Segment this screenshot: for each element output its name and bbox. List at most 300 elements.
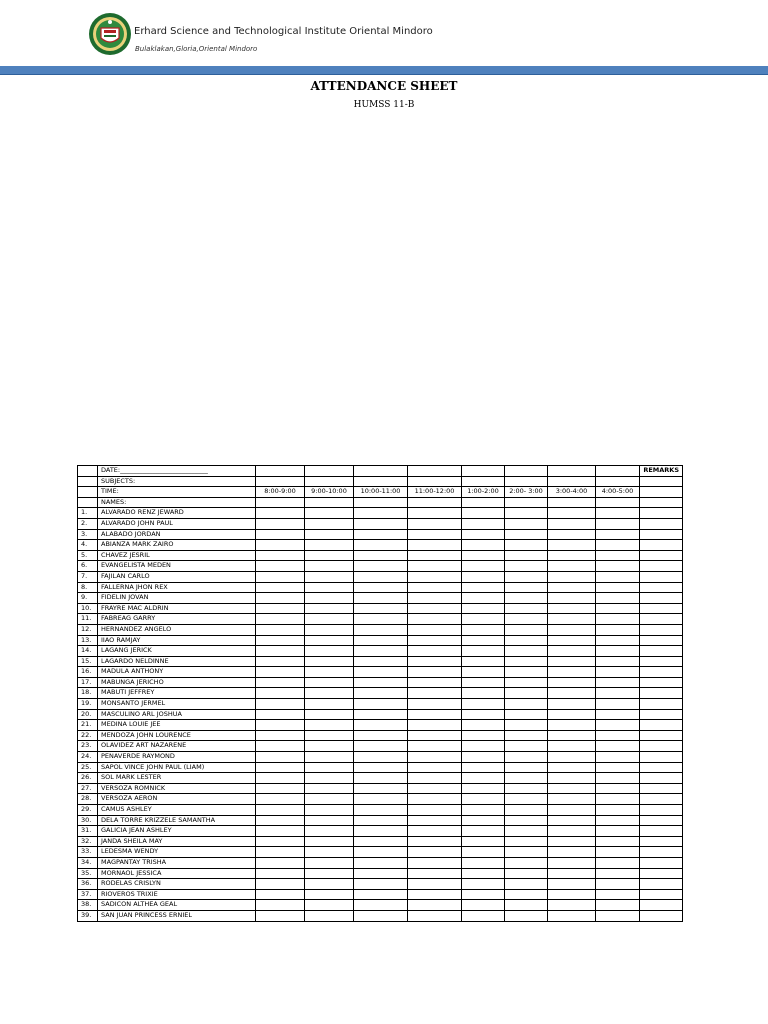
attendance-cell[interactable] <box>462 826 505 837</box>
attendance-cell[interactable] <box>462 709 505 720</box>
attendance-cell[interactable] <box>408 709 462 720</box>
attendance-cell[interactable] <box>305 582 354 593</box>
remarks-cell[interactable] <box>640 550 683 561</box>
attendance-cell[interactable] <box>548 868 596 879</box>
attendance-cell[interactable] <box>354 603 408 614</box>
remarks-cell[interactable] <box>640 624 683 635</box>
attendance-cell[interactable] <box>354 889 408 900</box>
remarks-cell[interactable] <box>640 646 683 657</box>
remarks-cell[interactable] <box>640 508 683 519</box>
attendance-cell[interactable] <box>408 720 462 731</box>
attendance-cell[interactable] <box>408 762 462 773</box>
remarks-cell[interactable] <box>640 794 683 805</box>
attendance-cell[interactable] <box>256 699 305 710</box>
attendance-cell[interactable] <box>305 561 354 572</box>
attendance-cell[interactable] <box>505 582 548 593</box>
attendance-cell[interactable] <box>305 540 354 551</box>
attendance-cell[interactable] <box>256 508 305 519</box>
attendance-cell[interactable] <box>462 857 505 868</box>
attendance-cell[interactable] <box>548 815 596 826</box>
remarks-cell[interactable] <box>640 529 683 540</box>
attendance-cell[interactable] <box>548 857 596 868</box>
attendance-cell[interactable] <box>408 741 462 752</box>
attendance-cell[interactable] <box>354 571 408 582</box>
attendance-cell[interactable] <box>408 794 462 805</box>
attendance-cell[interactable] <box>462 561 505 572</box>
attendance-cell[interactable] <box>354 699 408 710</box>
remarks-cell[interactable] <box>640 783 683 794</box>
attendance-cell[interactable] <box>305 910 354 921</box>
attendance-cell[interactable] <box>354 783 408 794</box>
attendance-cell[interactable] <box>596 847 640 858</box>
attendance-cell[interactable] <box>462 646 505 657</box>
attendance-cell[interactable] <box>354 868 408 879</box>
attendance-cell[interactable] <box>462 910 505 921</box>
remarks-cell[interactable] <box>640 826 683 837</box>
attendance-cell[interactable] <box>256 529 305 540</box>
attendance-cell[interactable] <box>354 582 408 593</box>
attendance-cell[interactable] <box>354 762 408 773</box>
attendance-cell[interactable] <box>462 688 505 699</box>
attendance-cell[interactable] <box>305 529 354 540</box>
remarks-cell[interactable] <box>640 879 683 890</box>
attendance-cell[interactable] <box>462 582 505 593</box>
attendance-cell[interactable] <box>505 656 548 667</box>
attendance-cell[interactable] <box>408 900 462 911</box>
attendance-cell[interactable] <box>596 709 640 720</box>
attendance-cell[interactable] <box>256 741 305 752</box>
remarks-cell[interactable] <box>640 730 683 741</box>
attendance-cell[interactable] <box>305 730 354 741</box>
attendance-cell[interactable] <box>596 879 640 890</box>
attendance-cell[interactable] <box>462 900 505 911</box>
attendance-cell[interactable] <box>408 815 462 826</box>
attendance-cell[interactable] <box>596 836 640 847</box>
attendance-cell[interactable] <box>354 656 408 667</box>
remarks-cell[interactable] <box>640 614 683 625</box>
attendance-cell[interactable] <box>354 773 408 784</box>
attendance-cell[interactable] <box>305 879 354 890</box>
remarks-cell[interactable] <box>640 635 683 646</box>
attendance-cell[interactable] <box>505 900 548 911</box>
attendance-cell[interactable] <box>256 805 305 816</box>
attendance-cell[interactable] <box>305 688 354 699</box>
attendance-cell[interactable] <box>505 783 548 794</box>
attendance-cell[interactable] <box>505 688 548 699</box>
attendance-cell[interactable] <box>305 900 354 911</box>
remarks-cell[interactable] <box>640 688 683 699</box>
attendance-cell[interactable] <box>548 826 596 837</box>
attendance-cell[interactable] <box>505 847 548 858</box>
attendance-cell[interactable] <box>505 667 548 678</box>
attendance-cell[interactable] <box>548 730 596 741</box>
remarks-cell[interactable] <box>640 720 683 731</box>
attendance-cell[interactable] <box>256 783 305 794</box>
attendance-cell[interactable] <box>408 540 462 551</box>
attendance-cell[interactable] <box>505 550 548 561</box>
attendance-cell[interactable] <box>596 730 640 741</box>
remarks-cell[interactable] <box>640 667 683 678</box>
attendance-cell[interactable] <box>408 571 462 582</box>
attendance-cell[interactable] <box>305 699 354 710</box>
attendance-cell[interactable] <box>596 773 640 784</box>
attendance-cell[interactable] <box>596 783 640 794</box>
attendance-cell[interactable] <box>354 709 408 720</box>
attendance-cell[interactable] <box>548 624 596 635</box>
remarks-cell[interactable] <box>640 857 683 868</box>
attendance-cell[interactable] <box>354 730 408 741</box>
attendance-cell[interactable] <box>462 667 505 678</box>
attendance-cell[interactable] <box>408 529 462 540</box>
remarks-cell[interactable] <box>640 762 683 773</box>
attendance-cell[interactable] <box>256 910 305 921</box>
attendance-cell[interactable] <box>354 529 408 540</box>
attendance-cell[interactable] <box>256 720 305 731</box>
attendance-cell[interactable] <box>548 646 596 657</box>
attendance-cell[interactable] <box>505 614 548 625</box>
attendance-cell[interactable] <box>596 667 640 678</box>
attendance-cell[interactable] <box>354 635 408 646</box>
attendance-cell[interactable] <box>256 656 305 667</box>
attendance-cell[interactable] <box>548 593 596 604</box>
remarks-cell[interactable] <box>640 540 683 551</box>
attendance-cell[interactable] <box>408 826 462 837</box>
attendance-cell[interactable] <box>548 603 596 614</box>
remarks-cell[interactable] <box>640 752 683 763</box>
attendance-cell[interactable] <box>505 794 548 805</box>
attendance-cell[interactable] <box>256 518 305 529</box>
attendance-cell[interactable] <box>505 635 548 646</box>
attendance-cell[interactable] <box>596 794 640 805</box>
attendance-cell[interactable] <box>256 773 305 784</box>
attendance-cell[interactable] <box>256 762 305 773</box>
attendance-cell[interactable] <box>505 889 548 900</box>
remarks-cell[interactable] <box>640 593 683 604</box>
attendance-cell[interactable] <box>408 508 462 519</box>
attendance-cell[interactable] <box>462 508 505 519</box>
attendance-cell[interactable] <box>354 900 408 911</box>
attendance-cell[interactable] <box>505 677 548 688</box>
attendance-cell[interactable] <box>256 847 305 858</box>
attendance-cell[interactable] <box>548 752 596 763</box>
attendance-cell[interactable] <box>256 624 305 635</box>
attendance-cell[interactable] <box>354 540 408 551</box>
remarks-cell[interactable] <box>640 582 683 593</box>
attendance-cell[interactable] <box>548 879 596 890</box>
attendance-cell[interactable] <box>596 720 640 731</box>
attendance-cell[interactable] <box>596 868 640 879</box>
attendance-cell[interactable] <box>408 550 462 561</box>
attendance-cell[interactable] <box>596 900 640 911</box>
attendance-cell[interactable] <box>256 889 305 900</box>
attendance-cell[interactable] <box>462 730 505 741</box>
attendance-cell[interactable] <box>354 815 408 826</box>
attendance-cell[interactable] <box>596 540 640 551</box>
attendance-cell[interactable] <box>548 635 596 646</box>
attendance-cell[interactable] <box>548 783 596 794</box>
attendance-cell[interactable] <box>548 550 596 561</box>
attendance-cell[interactable] <box>596 582 640 593</box>
attendance-cell[interactable] <box>354 677 408 688</box>
attendance-cell[interactable] <box>354 879 408 890</box>
attendance-cell[interactable] <box>305 815 354 826</box>
remarks-cell[interactable] <box>640 603 683 614</box>
attendance-cell[interactable] <box>548 910 596 921</box>
attendance-cell[interactable] <box>462 614 505 625</box>
attendance-cell[interactable] <box>305 741 354 752</box>
attendance-cell[interactable] <box>354 508 408 519</box>
attendance-cell[interactable] <box>462 550 505 561</box>
remarks-cell[interactable] <box>640 773 683 784</box>
attendance-cell[interactable] <box>505 709 548 720</box>
attendance-cell[interactable] <box>408 868 462 879</box>
remarks-cell[interactable] <box>640 561 683 572</box>
remarks-cell[interactable] <box>640 815 683 826</box>
attendance-cell[interactable] <box>408 677 462 688</box>
attendance-cell[interactable] <box>505 805 548 816</box>
attendance-cell[interactable] <box>548 688 596 699</box>
attendance-cell[interactable] <box>462 773 505 784</box>
attendance-cell[interactable] <box>408 646 462 657</box>
attendance-cell[interactable] <box>505 910 548 921</box>
attendance-cell[interactable] <box>462 879 505 890</box>
attendance-cell[interactable] <box>408 518 462 529</box>
attendance-cell[interactable] <box>462 815 505 826</box>
attendance-cell[interactable] <box>354 836 408 847</box>
attendance-cell[interactable] <box>596 889 640 900</box>
attendance-cell[interactable] <box>408 879 462 890</box>
attendance-cell[interactable] <box>305 593 354 604</box>
attendance-cell[interactable] <box>305 603 354 614</box>
attendance-cell[interactable] <box>462 699 505 710</box>
attendance-cell[interactable] <box>462 868 505 879</box>
attendance-cell[interactable] <box>505 561 548 572</box>
attendance-cell[interactable] <box>505 508 548 519</box>
attendance-cell[interactable] <box>408 730 462 741</box>
attendance-cell[interactable] <box>305 550 354 561</box>
remarks-cell[interactable] <box>640 836 683 847</box>
attendance-cell[interactable] <box>596 550 640 561</box>
attendance-cell[interactable] <box>305 826 354 837</box>
attendance-cell[interactable] <box>305 624 354 635</box>
attendance-cell[interactable] <box>462 794 505 805</box>
attendance-cell[interactable] <box>256 614 305 625</box>
attendance-cell[interactable] <box>596 656 640 667</box>
attendance-cell[interactable] <box>462 540 505 551</box>
attendance-cell[interactable] <box>354 688 408 699</box>
attendance-cell[interactable] <box>596 571 640 582</box>
attendance-cell[interactable] <box>548 667 596 678</box>
attendance-cell[interactable] <box>408 773 462 784</box>
attendance-cell[interactable] <box>462 677 505 688</box>
attendance-cell[interactable] <box>505 603 548 614</box>
remarks-cell[interactable] <box>640 868 683 879</box>
attendance-cell[interactable] <box>256 561 305 572</box>
attendance-cell[interactable] <box>548 656 596 667</box>
attendance-cell[interactable] <box>596 561 640 572</box>
remarks-cell[interactable] <box>640 900 683 911</box>
attendance-cell[interactable] <box>305 656 354 667</box>
attendance-cell[interactable] <box>596 593 640 604</box>
attendance-cell[interactable] <box>354 794 408 805</box>
attendance-cell[interactable] <box>408 847 462 858</box>
remarks-cell[interactable] <box>640 889 683 900</box>
attendance-cell[interactable] <box>354 667 408 678</box>
attendance-cell[interactable] <box>256 550 305 561</box>
attendance-cell[interactable] <box>305 857 354 868</box>
attendance-cell[interactable] <box>505 699 548 710</box>
attendance-cell[interactable] <box>462 635 505 646</box>
attendance-cell[interactable] <box>462 741 505 752</box>
attendance-cell[interactable] <box>505 836 548 847</box>
attendance-cell[interactable] <box>596 910 640 921</box>
attendance-cell[interactable] <box>408 910 462 921</box>
attendance-cell[interactable] <box>505 571 548 582</box>
attendance-cell[interactable] <box>256 752 305 763</box>
remarks-cell[interactable] <box>640 677 683 688</box>
attendance-cell[interactable] <box>505 857 548 868</box>
attendance-cell[interactable] <box>354 910 408 921</box>
attendance-cell[interactable] <box>354 593 408 604</box>
attendance-cell[interactable] <box>256 730 305 741</box>
attendance-cell[interactable] <box>305 889 354 900</box>
attendance-cell[interactable] <box>305 836 354 847</box>
attendance-cell[interactable] <box>505 518 548 529</box>
attendance-cell[interactable] <box>256 815 305 826</box>
attendance-cell[interactable] <box>354 518 408 529</box>
attendance-cell[interactable] <box>548 900 596 911</box>
remarks-cell[interactable] <box>640 656 683 667</box>
attendance-cell[interactable] <box>354 847 408 858</box>
attendance-cell[interactable] <box>256 794 305 805</box>
attendance-cell[interactable] <box>505 815 548 826</box>
attendance-cell[interactable] <box>354 561 408 572</box>
attendance-cell[interactable] <box>548 540 596 551</box>
attendance-cell[interactable] <box>354 646 408 657</box>
attendance-cell[interactable] <box>256 635 305 646</box>
attendance-cell[interactable] <box>505 624 548 635</box>
attendance-cell[interactable] <box>354 614 408 625</box>
attendance-cell[interactable] <box>354 550 408 561</box>
attendance-cell[interactable] <box>596 635 640 646</box>
attendance-cell[interactable] <box>596 752 640 763</box>
attendance-cell[interactable] <box>408 624 462 635</box>
attendance-cell[interactable] <box>505 762 548 773</box>
attendance-cell[interactable] <box>305 677 354 688</box>
attendance-cell[interactable] <box>596 646 640 657</box>
attendance-cell[interactable] <box>305 783 354 794</box>
attendance-cell[interactable] <box>354 805 408 816</box>
attendance-cell[interactable] <box>596 688 640 699</box>
attendance-cell[interactable] <box>462 624 505 635</box>
attendance-cell[interactable] <box>548 720 596 731</box>
attendance-cell[interactable] <box>256 677 305 688</box>
attendance-cell[interactable] <box>256 582 305 593</box>
attendance-cell[interactable] <box>305 720 354 731</box>
attendance-cell[interactable] <box>596 624 640 635</box>
attendance-cell[interactable] <box>505 593 548 604</box>
remarks-cell[interactable] <box>640 805 683 816</box>
attendance-cell[interactable] <box>256 603 305 614</box>
attendance-cell[interactable] <box>305 794 354 805</box>
attendance-cell[interactable] <box>408 656 462 667</box>
attendance-cell[interactable] <box>408 635 462 646</box>
attendance-cell[interactable] <box>305 646 354 657</box>
attendance-cell[interactable] <box>596 815 640 826</box>
attendance-cell[interactable] <box>548 508 596 519</box>
attendance-cell[interactable] <box>256 857 305 868</box>
attendance-cell[interactable] <box>596 508 640 519</box>
attendance-cell[interactable] <box>305 518 354 529</box>
attendance-cell[interactable] <box>462 518 505 529</box>
attendance-cell[interactable] <box>596 857 640 868</box>
attendance-cell[interactable] <box>596 614 640 625</box>
attendance-cell[interactable] <box>462 603 505 614</box>
attendance-cell[interactable] <box>305 667 354 678</box>
attendance-cell[interactable] <box>462 656 505 667</box>
attendance-cell[interactable] <box>256 826 305 837</box>
remarks-cell[interactable] <box>640 910 683 921</box>
attendance-cell[interactable] <box>305 752 354 763</box>
attendance-cell[interactable] <box>408 561 462 572</box>
attendance-cell[interactable] <box>256 688 305 699</box>
attendance-cell[interactable] <box>256 900 305 911</box>
attendance-cell[interactable] <box>462 529 505 540</box>
remarks-cell[interactable] <box>640 699 683 710</box>
remarks-cell[interactable] <box>640 709 683 720</box>
attendance-cell[interactable] <box>596 826 640 837</box>
attendance-cell[interactable] <box>462 847 505 858</box>
attendance-cell[interactable] <box>548 561 596 572</box>
remarks-cell[interactable] <box>640 518 683 529</box>
attendance-cell[interactable] <box>305 709 354 720</box>
attendance-cell[interactable] <box>408 805 462 816</box>
attendance-cell[interactable] <box>505 646 548 657</box>
attendance-cell[interactable] <box>548 614 596 625</box>
remarks-cell[interactable] <box>640 741 683 752</box>
attendance-cell[interactable] <box>305 614 354 625</box>
remarks-cell[interactable] <box>640 847 683 858</box>
attendance-cell[interactable] <box>256 571 305 582</box>
attendance-cell[interactable] <box>462 752 505 763</box>
attendance-cell[interactable] <box>548 847 596 858</box>
attendance-cell[interactable] <box>354 752 408 763</box>
attendance-cell[interactable] <box>256 540 305 551</box>
attendance-cell[interactable] <box>596 699 640 710</box>
attendance-cell[interactable] <box>305 868 354 879</box>
attendance-cell[interactable] <box>596 762 640 773</box>
attendance-cell[interactable] <box>596 741 640 752</box>
attendance-cell[interactable] <box>462 783 505 794</box>
attendance-cell[interactable] <box>354 741 408 752</box>
attendance-cell[interactable] <box>505 879 548 890</box>
attendance-cell[interactable] <box>548 805 596 816</box>
attendance-cell[interactable] <box>548 518 596 529</box>
attendance-cell[interactable] <box>548 762 596 773</box>
attendance-cell[interactable] <box>305 508 354 519</box>
attendance-cell[interactable] <box>256 879 305 890</box>
attendance-cell[interactable] <box>596 805 640 816</box>
attendance-cell[interactable] <box>505 826 548 837</box>
attendance-cell[interactable] <box>505 529 548 540</box>
attendance-cell[interactable] <box>354 624 408 635</box>
attendance-cell[interactable] <box>548 677 596 688</box>
attendance-cell[interactable] <box>408 857 462 868</box>
attendance-cell[interactable] <box>462 571 505 582</box>
attendance-cell[interactable] <box>505 720 548 731</box>
attendance-cell[interactable] <box>408 593 462 604</box>
attendance-cell[interactable] <box>596 603 640 614</box>
